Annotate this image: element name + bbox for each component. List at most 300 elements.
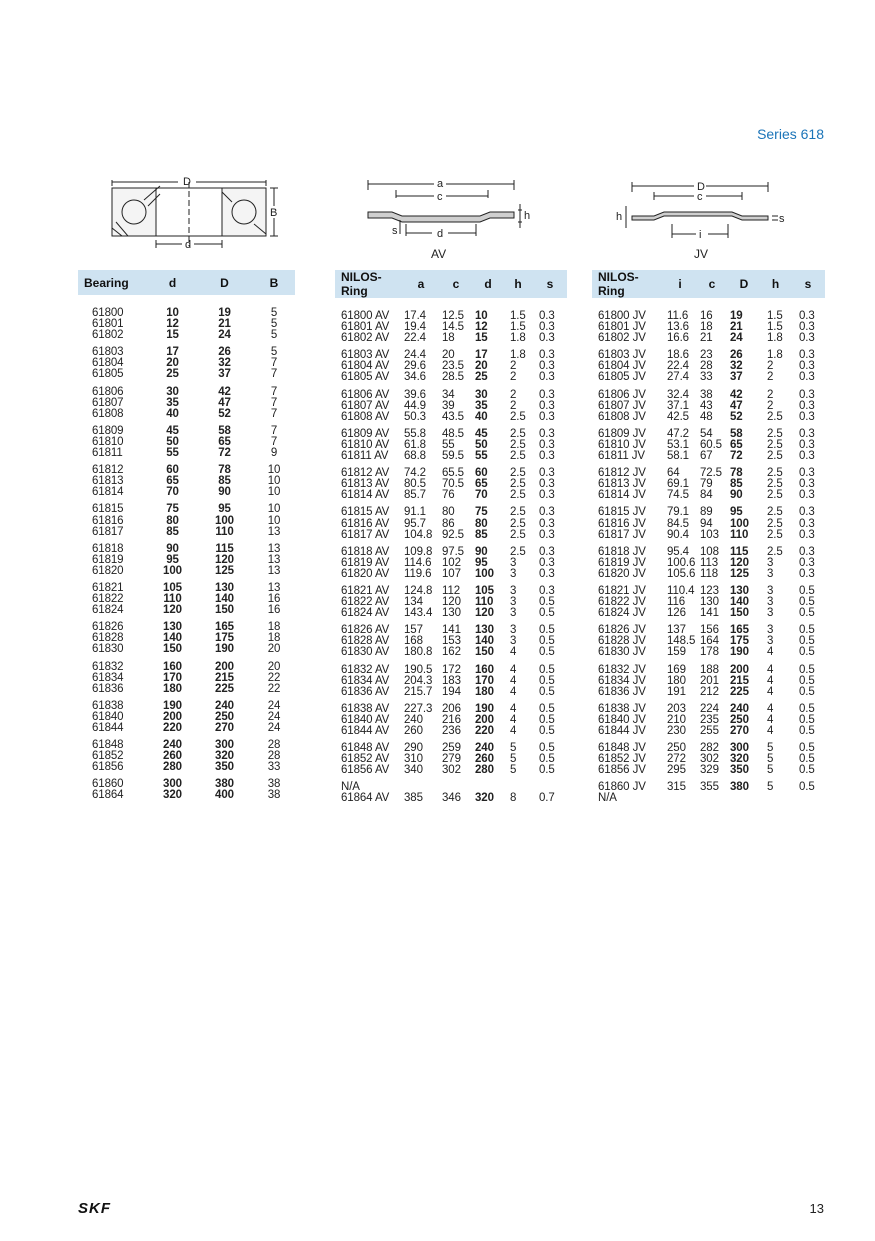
bearing-cell: 61840 [92, 710, 124, 723]
c-cell: 21 [700, 332, 713, 345]
D-cell: 215 [730, 674, 749, 687]
table-row [335, 462, 567, 479]
D-cell: 120 [730, 556, 749, 569]
nilos-ring-cell: 61838 JV [598, 702, 646, 715]
d-cell: 20 [166, 357, 179, 370]
nilos-ring-cell: 61821 JV [598, 584, 646, 597]
i-cell: 16.6 [667, 332, 689, 345]
header-s: s [791, 270, 825, 298]
h-cell: 1.5 [510, 310, 526, 322]
s-cell: 0.3 [539, 506, 555, 519]
h-cell: 3 [767, 584, 774, 597]
s-cell: 0.3 [799, 427, 815, 440]
h-cell: 3 [510, 607, 517, 620]
bearing-cell: 61848 [92, 739, 124, 752]
d-cell: 90 [475, 545, 488, 558]
i-cell: 137 [667, 624, 686, 637]
s-cell: 0.3 [539, 399, 555, 412]
nilos-ring-cell: 61844 JV [598, 725, 646, 737]
D-cell: 110 [215, 525, 234, 538]
h-cell: 3 [510, 567, 517, 580]
series-title: Series 618 [757, 126, 824, 142]
D-cell: 95 [730, 506, 743, 519]
bearing-cell: 61852 [92, 750, 124, 763]
D-cell: 42 [730, 388, 743, 401]
B-cell: 10 [267, 464, 281, 477]
s-cell: 0.3 [539, 332, 555, 345]
table-row [78, 420, 295, 437]
nilos-ring-cell: 61836 AV [341, 685, 390, 698]
s-cell: 0.3 [799, 349, 815, 362]
d-cell: 320 [163, 789, 182, 802]
D-cell: 72 [218, 447, 231, 460]
D-cell: 215 [215, 671, 234, 684]
table-row [78, 684, 295, 695]
s-cell: 0.3 [799, 321, 815, 334]
B-cell: 13 [267, 553, 281, 566]
c-cell: 94 [700, 517, 713, 530]
table-row [335, 372, 567, 383]
h-cell: 2.5 [510, 410, 526, 423]
D-cell: 175 [730, 635, 749, 648]
d-cell: 12 [475, 321, 488, 334]
nilos-ring-cell: 61844 AV [341, 725, 390, 737]
h-cell: 3 [767, 624, 774, 637]
table-row [335, 344, 567, 361]
h-cell: 2.5 [767, 478, 783, 491]
B-cell: 20 [267, 660, 281, 673]
d-cell: 170 [163, 671, 182, 684]
B-cell: 22 [267, 682, 281, 695]
h-cell: 4 [767, 713, 774, 726]
D-cell: 130 [215, 581, 234, 594]
nilos-ring-cell: 61816 JV [598, 517, 646, 530]
table-row [78, 341, 295, 358]
table-row [335, 580, 567, 597]
s-cell: 0.3 [539, 556, 555, 569]
B-cell: 33 [267, 761, 281, 774]
B-cell: 18 [267, 621, 281, 634]
c-cell: 38 [700, 388, 713, 401]
table-row [78, 369, 295, 380]
h-cell: 4 [510, 674, 517, 687]
B-cell: 7 [270, 424, 278, 437]
h-cell: 1.5 [767, 310, 783, 322]
s-cell: 0.5 [539, 753, 555, 766]
table-row [592, 541, 825, 558]
c-cell: 153 [442, 635, 461, 648]
s-cell: 0.5 [539, 635, 555, 648]
nilos-ring-cell: 61819 JV [598, 556, 646, 569]
s-cell: 0.7 [539, 792, 555, 805]
B-cell: 13 [267, 542, 281, 555]
page-number: 13 [809, 1201, 824, 1216]
B-cell: 5 [270, 329, 278, 342]
c-cell: 212 [700, 685, 719, 698]
h-cell: 2 [510, 388, 517, 401]
bearing-cell: 61809 [92, 424, 124, 437]
c-cell: 92.5 [442, 528, 464, 541]
av-label-c: c [437, 191, 443, 203]
av-ring-diagram [362, 176, 538, 240]
B-cell: 16 [267, 604, 281, 617]
h-cell: 2.5 [510, 427, 526, 440]
D-cell: 380 [215, 778, 234, 791]
nilos-ring-cell: 61817 JV [598, 528, 646, 541]
i-cell: 295 [667, 764, 686, 777]
h-cell: 2 [510, 360, 517, 373]
av-caption: AV [431, 247, 447, 261]
a-cell: 310 [404, 753, 423, 766]
nilos-ring-cell: 61821 AV [341, 584, 390, 597]
d-cell: 200 [475, 713, 494, 726]
nilos-ring-cell: 61834 JV [598, 674, 646, 687]
i-cell: 32.4 [667, 388, 689, 401]
table-row [78, 295, 295, 319]
s-cell: 0.5 [799, 596, 815, 609]
B-cell: 28 [267, 739, 281, 752]
nilos-ring-cell: 61824 JV [598, 607, 646, 620]
c-cell: 118 [700, 567, 719, 580]
d-cell: 170 [475, 674, 494, 687]
av-label-s: s [392, 225, 398, 237]
c-cell: 107 [442, 567, 461, 580]
a-cell: 29.6 [404, 360, 426, 373]
h-cell: 1.8 [510, 349, 526, 362]
s-cell: 0.3 [799, 528, 815, 541]
bearing-cell: 61834 [92, 671, 124, 684]
bearing-cell: 61818 [92, 542, 124, 555]
i-cell: 37.1 [667, 399, 689, 412]
c-cell: 80 [442, 506, 455, 519]
c-cell: 130 [700, 596, 719, 609]
bearing-cell: 61860 [92, 778, 124, 791]
D-cell: 100 [730, 517, 749, 530]
i-cell: 18.6 [667, 349, 689, 362]
header-nilos-ring: NILOS-Ring [335, 270, 403, 298]
D-cell: 78 [730, 467, 743, 480]
h-cell: 3 [510, 584, 517, 597]
h-cell: 5 [767, 742, 774, 755]
table-row [78, 381, 295, 398]
s-cell: 0.5 [799, 753, 815, 766]
D-cell: 270 [215, 722, 234, 734]
bearing-cell: 61816 [92, 514, 124, 527]
nilos-ring-cell: 61852 JV [598, 753, 646, 766]
s-cell: 0.3 [799, 410, 815, 423]
header-D: D [196, 270, 253, 295]
s-cell: 0.3 [799, 489, 815, 502]
nilos-ring-cell: 61816 AV [341, 517, 390, 530]
nilos-ring-cell: 61814 JV [598, 489, 646, 502]
d-cell: 55 [475, 450, 488, 463]
nilos-ring-cell: 61828 AV [341, 635, 390, 648]
D-cell: 65 [218, 435, 231, 448]
nilos-ring-cell: 61848 AV [341, 742, 390, 755]
D-cell: 165 [730, 624, 749, 637]
D-cell: 21 [218, 318, 231, 331]
header-i: i [664, 270, 696, 298]
h-cell: 1.5 [510, 321, 526, 334]
h-cell: 2.5 [510, 467, 526, 480]
c-cell: 329 [700, 764, 719, 777]
B-cell: 20 [267, 643, 281, 656]
d-cell: 95 [475, 556, 488, 569]
s-cell: 0.3 [799, 388, 815, 401]
table-row [78, 790, 295, 801]
bearing-cell: 61813 [92, 475, 124, 488]
i-cell: 69.1 [667, 478, 689, 491]
nilos-ring-cell: 61804 AV [341, 360, 390, 373]
h-cell: 1.5 [767, 321, 783, 334]
D-cell: 65 [730, 438, 743, 451]
h-cell: 2.5 [767, 438, 783, 451]
h-cell: 5 [767, 753, 774, 766]
d-cell: 85 [475, 528, 488, 541]
table-row [592, 726, 825, 737]
s-cell: 0.3 [539, 489, 555, 502]
h-cell: 4 [767, 663, 774, 676]
h-cell: 3 [767, 596, 774, 609]
a-cell: 143.4 [404, 607, 433, 620]
bearing-table [78, 270, 295, 802]
bearing-cell: 61822 [92, 593, 124, 606]
nilos-ring-cell: 61822 AV [341, 596, 390, 609]
table-row [78, 656, 295, 673]
c-cell: 18 [442, 332, 455, 345]
s-cell: 0.5 [799, 742, 815, 755]
table-row [335, 765, 567, 776]
table-row [335, 698, 567, 715]
s-cell: 0.3 [539, 584, 555, 597]
D-cell: 78 [218, 464, 231, 477]
bearing-cell: 61810 [92, 435, 124, 448]
nilos-ring-cell: 61805 JV [598, 371, 646, 384]
s-cell [533, 776, 567, 793]
D-cell: 26 [218, 346, 231, 359]
c-cell: 76 [442, 489, 455, 502]
bearing-cell: 61830 [92, 643, 124, 656]
nilos-ring-cell: 61828 JV [598, 635, 646, 648]
nilos-ring-cell: 61852 AV [341, 753, 390, 766]
table-row [78, 723, 295, 734]
i-cell: 169 [667, 663, 686, 676]
D-cell: 250 [730, 713, 749, 726]
c-cell: 156 [700, 624, 719, 637]
i-cell: 191 [667, 685, 686, 698]
h-cell: 4 [510, 725, 517, 737]
h-cell: 3 [767, 556, 774, 569]
table-row [592, 619, 825, 636]
s-cell: 0.5 [539, 725, 555, 737]
nilos-ring-cell: 61806 AV [341, 388, 390, 401]
i-cell: 105.6 [667, 567, 696, 580]
h-cell: 2.5 [767, 506, 783, 519]
h-cell: 2.5 [510, 478, 526, 491]
h-cell: 1.8 [767, 332, 783, 345]
c-cell: 178 [700, 646, 719, 659]
a-cell: 124.8 [404, 584, 433, 597]
nilos-ring-cell: 61826 JV [598, 624, 646, 637]
a-cell: 80.5 [404, 478, 426, 491]
c-cell: 206 [442, 702, 461, 715]
table-row [78, 734, 295, 751]
s-cell: 0.3 [539, 360, 555, 373]
nilos-ring-cell: N/A [341, 781, 360, 794]
jv-table-body [592, 298, 825, 805]
d-cell: 300 [163, 778, 182, 791]
s-cell: 0.5 [799, 781, 815, 794]
B-cell: 7 [270, 407, 278, 420]
s-cell: 0.3 [539, 349, 555, 362]
h-cell: 2.5 [767, 410, 783, 423]
table-row [335, 619, 567, 636]
c-cell: 120 [442, 596, 461, 609]
nilos-ring-cell: 61803 AV [341, 349, 390, 362]
D-cell: 165 [215, 621, 234, 634]
d-cell: 200 [163, 710, 182, 723]
d-cell: 25 [166, 368, 179, 381]
a-cell: 114.6 [404, 556, 432, 569]
c-cell: 279 [442, 753, 461, 766]
d-cell: 120 [163, 604, 182, 617]
D-cell: 26 [730, 349, 743, 362]
bearing-cell: 61828 [92, 632, 124, 645]
d-cell: 220 [163, 722, 182, 734]
table-row [78, 644, 295, 655]
table-row [335, 384, 567, 401]
D-cell: 350 [730, 764, 749, 777]
a-cell: 22.4 [404, 332, 426, 345]
s-cell: 0.3 [799, 371, 815, 384]
table-row [78, 605, 295, 616]
h-cell: 5 [510, 753, 517, 766]
B-cell: 7 [270, 396, 278, 409]
s-cell: 0.5 [799, 725, 815, 737]
a-cell: 215.7 [404, 685, 433, 698]
a-cell: 39.6 [404, 388, 426, 401]
D-cell: 300 [215, 739, 234, 752]
nilos-ring-cell: 61819 AV [341, 556, 390, 569]
c-cell: 201 [700, 674, 719, 687]
nilos-ring-cell: 61803 JV [598, 349, 646, 362]
d-cell: 240 [163, 739, 182, 752]
d-cell: 75 [166, 503, 179, 516]
d-cell: 180 [163, 682, 182, 695]
d-cell: 140 [475, 635, 494, 648]
B-cell: 24 [267, 699, 281, 712]
c-cell: 164 [700, 635, 719, 648]
c-cell: 97.5 [442, 545, 464, 558]
nilos-ring-cell: 61834 AV [341, 674, 390, 687]
D-cell: 19 [218, 307, 231, 319]
c-cell: 43.5 [442, 410, 464, 423]
table-row [78, 487, 295, 498]
table-row [78, 498, 295, 515]
table-row [592, 580, 825, 597]
a-cell: 240 [404, 713, 423, 726]
a-cell: 134 [404, 596, 423, 609]
table-row [335, 298, 567, 322]
D-cell: 380 [730, 781, 749, 794]
a-cell [403, 776, 439, 793]
h-cell: 2 [510, 399, 517, 412]
header-nilos-ring: NILOS-Ring [592, 270, 664, 298]
d-cell: 60 [166, 464, 179, 477]
nilos-ring-cell: 61812 AV [341, 467, 390, 480]
bearing-cell: 61811 [92, 447, 123, 460]
a-cell: 19.4 [404, 321, 426, 334]
d-cell: 70 [166, 486, 179, 499]
header-d: d [149, 270, 196, 295]
s-cell: 0.3 [539, 438, 555, 451]
s-cell: 0.5 [799, 646, 815, 659]
i-cell: 90.4 [667, 528, 689, 541]
a-cell: 227.3 [404, 702, 433, 715]
c-cell: 224 [700, 702, 719, 715]
s-cell: 0.3 [539, 371, 555, 384]
c-cell: 33 [700, 371, 713, 384]
bearing-cell: 61801 [92, 318, 124, 331]
D-cell: 130 [730, 584, 749, 597]
a-cell: 44.9 [404, 399, 426, 412]
c-cell: 18 [700, 321, 713, 334]
D-cell: 320 [730, 753, 749, 766]
nilos-ring-cell: 61801 JV [598, 321, 646, 334]
h-cell: 4 [767, 674, 774, 687]
h-cell: 4 [767, 725, 774, 737]
d-cell: 95 [166, 553, 179, 566]
h-cell: 3 [767, 607, 774, 620]
nilos-ring-cell: 61813 JV [598, 478, 646, 491]
D-cell: 250 [215, 710, 234, 723]
c-cell: 355 [700, 781, 719, 794]
B-cell: 10 [267, 486, 281, 499]
c-cell: 188 [700, 663, 719, 676]
h-cell: 2.5 [767, 489, 783, 502]
D-cell: 100 [215, 514, 234, 527]
i-cell: 159 [667, 646, 686, 659]
c-cell [439, 776, 473, 793]
table-row [592, 462, 825, 479]
bearing-cell: 61838 [92, 699, 124, 712]
h-cell [760, 793, 791, 804]
d-cell: 15 [166, 329, 179, 342]
s-cell: 0.5 [539, 607, 555, 620]
d-cell: 70 [475, 489, 488, 502]
nilos-ring-cell: 61812 JV [598, 467, 646, 480]
D-cell: 90 [218, 486, 231, 499]
i-cell: 64 [667, 467, 680, 480]
s-cell: 0.3 [799, 567, 815, 580]
D-cell: 95 [218, 503, 231, 516]
D-cell: 37 [730, 371, 743, 384]
D-cell: 175 [215, 632, 234, 645]
nilos-ring-cell: 61832 AV [341, 663, 390, 676]
i-cell: 210 [667, 713, 686, 726]
D-cell: 140 [730, 596, 749, 609]
s-cell: 0.5 [539, 685, 555, 698]
c-cell: 108 [700, 545, 719, 558]
header-a: a [403, 270, 439, 298]
h-cell: 2 [767, 360, 774, 373]
nilos-ring-cell: 61815 JV [598, 506, 646, 519]
bearing-cell: 61814 [92, 486, 124, 499]
table-row [78, 616, 295, 633]
a-cell: 119.6 [404, 567, 432, 580]
nilos-ring-cell: 61822 JV [598, 596, 646, 609]
header-bearing: Bearing [78, 270, 149, 295]
